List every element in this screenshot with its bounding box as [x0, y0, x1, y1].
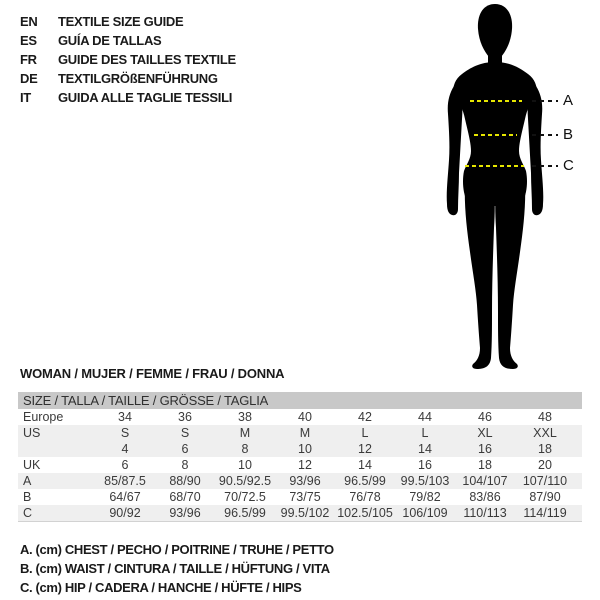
table-cell: 18 [478, 458, 492, 472]
table-body [18, 409, 582, 521]
legend-item: B. (cm) WAIST / CINTURA / TAILLE / HÜFTUNG / VITA [20, 561, 330, 576]
language-code: EN [20, 14, 38, 29]
table-cell: L [421, 426, 429, 440]
table-row [18, 505, 582, 521]
language-code: DE [20, 71, 38, 86]
table-cell: 110/113 [463, 506, 507, 520]
table-cell: 99.5/102 [280, 506, 330, 520]
table-cell: 48 [538, 410, 552, 424]
table-cell: 36 [178, 410, 192, 424]
table-cell: 44 [418, 410, 432, 424]
table-cell: 107/110 [522, 474, 568, 488]
language-label: GUIDE DES TAILLES TEXTILE [58, 52, 236, 67]
table-cell: 18 [538, 442, 552, 456]
table-row [18, 473, 582, 489]
row-label: Europe [23, 410, 64, 424]
language-label: GUÍA DE TALLAS [58, 33, 162, 48]
table-cell: 96.5/99 [344, 474, 386, 488]
language-code: ES [20, 33, 37, 48]
table-cell: 20 [538, 458, 552, 472]
table-cell: 38 [238, 410, 252, 424]
table-cell: S [120, 426, 130, 440]
table-cell: 10 [298, 442, 312, 456]
language-row [20, 88, 236, 107]
language-label: TEXTILGRÖßENFÜHRUNG [58, 71, 218, 86]
table-cell: S [180, 426, 190, 440]
row-label: B [23, 490, 32, 504]
language-code: IT [20, 90, 31, 105]
table-cell: 70/72.5 [224, 490, 266, 504]
table-cell: 14 [358, 458, 372, 472]
row-label: US [23, 426, 41, 440]
table-cell: 73/75 [289, 490, 321, 504]
language-row [20, 31, 236, 50]
table-cell: M [299, 426, 311, 440]
language-row [20, 69, 236, 88]
row-label: C [23, 506, 33, 520]
table-cell: 12 [358, 442, 372, 456]
size-table [18, 392, 582, 522]
table-cell: 76/78 [349, 490, 381, 504]
table-cell: 14 [418, 442, 432, 456]
table-cell: 93/96 [289, 474, 321, 488]
measure-label-b: B [563, 126, 574, 143]
row-label: A [23, 474, 32, 488]
table-cell: 93/96 [169, 506, 201, 520]
table-cell: 42 [358, 410, 372, 424]
woman-silhouette [440, 0, 585, 375]
table-cell: 102.5/105 [337, 506, 393, 520]
measurement-legend [20, 542, 334, 599]
table-cell: 4 [121, 442, 129, 456]
table-cell: 6 [121, 458, 129, 472]
table-row [18, 457, 582, 473]
language-row [20, 50, 236, 69]
language-label: TEXTILE SIZE GUIDE [58, 14, 184, 29]
legend-item: A. (cm) CHEST / PECHO / POITRINE / TRUHE / PETTO [20, 542, 334, 557]
table-cell: 90.5/92.5 [218, 474, 272, 488]
table-header: SIZE / TALLA / TAILLE / GRÖSSE / TAGLIA [18, 392, 582, 409]
table-cell: M [239, 426, 251, 440]
measure-label-c: C [563, 157, 574, 174]
language-row [20, 12, 236, 31]
table-cell: 83/86 [469, 490, 501, 504]
table-cell: 88/90 [169, 474, 201, 488]
table-cell: 85/87.5 [104, 474, 146, 488]
table-cell: 34 [118, 410, 132, 424]
legend-item: C. (cm) HIP / CADERA / HANCHE / HÜFTE / HIPS [20, 580, 302, 595]
table-cell: 64/67 [109, 490, 141, 504]
table-cell: 10 [238, 458, 252, 472]
table-cell: 6 [181, 442, 189, 456]
table-cell: 8 [181, 458, 189, 472]
silhouette-shape [447, 4, 544, 369]
table-cell: 104/107 [462, 474, 508, 488]
table-cell: 96.5/99 [224, 506, 266, 520]
table-cell: 46 [478, 410, 492, 424]
table-row [18, 425, 582, 441]
table-cell: 99.5/103 [400, 474, 450, 488]
table-cell: 16 [418, 458, 432, 472]
language-code: FR [20, 52, 37, 67]
table-cell: 40 [298, 410, 312, 424]
row-label: UK [23, 458, 41, 472]
table-cell: 87/90 [529, 490, 561, 504]
figure-area [440, 0, 585, 375]
table-cell: 68/70 [169, 490, 201, 504]
table-cell: 79/82 [409, 490, 441, 504]
table-cell: 12 [298, 458, 312, 472]
table-cell: XXL [533, 426, 557, 440]
language-label: GUIDA ALLE TAGLIE TESSILI [58, 90, 233, 105]
table-cell: 106/109 [402, 506, 448, 520]
table-row [18, 489, 582, 505]
table-cell: 90/92 [109, 506, 141, 520]
table-row [18, 409, 582, 425]
table-cell: XL [477, 426, 493, 440]
language-list [20, 12, 236, 107]
table-row [18, 441, 582, 457]
measure-label-a: A [563, 92, 574, 109]
table-cell: 8 [241, 442, 249, 456]
table-cell: 114/119 [523, 506, 567, 520]
table-cell: 16 [478, 442, 492, 456]
section-title: WOMAN / MUJER / FEMME / FRAU / DONNA [20, 366, 285, 381]
table-cell: L [361, 426, 369, 440]
